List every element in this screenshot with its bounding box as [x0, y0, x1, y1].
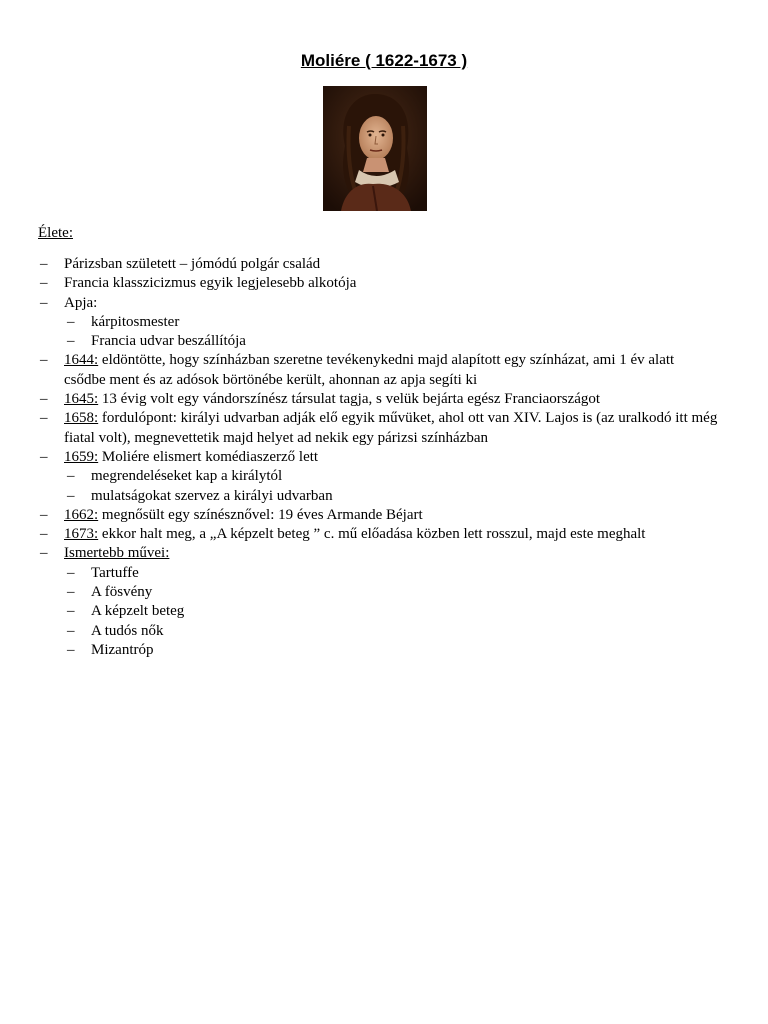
list-item-text: A képzelt beteg	[91, 603, 185, 620]
list-item-text: ekkor halt meg, a „A képzelt beteg ” c. mű előadása közben lett rosszul, majd este meghalt	[98, 526, 646, 543]
portrait-image	[323, 86, 427, 211]
list-item-date: Ismertebb művei:	[64, 545, 170, 562]
dash-bullet: –	[40, 352, 48, 369]
list-item-date: 1658:	[64, 410, 99, 427]
dash-bullet: –	[67, 564, 75, 581]
list-item-text: megrendeléseket kap a királytól	[91, 468, 283, 485]
list-item-text: 13 évig volt egy vándorszínész társulat tagja, s velük bejárta egész Franciaországot	[98, 391, 601, 408]
dash-bullet: –	[40, 506, 48, 523]
list-item	[0, 622, 768, 641]
list-item	[0, 544, 768, 563]
list-item	[0, 390, 768, 409]
list-item	[0, 583, 768, 602]
list-item	[0, 641, 768, 660]
list-item	[0, 409, 768, 448]
dash-bullet: –	[40, 256, 48, 272]
dash-bullet: –	[67, 584, 75, 601]
list-item-text: Apja:	[64, 294, 98, 311]
list-item	[0, 448, 768, 467]
list-item-date: 1645:	[64, 391, 99, 408]
list-item-text: Moliére elismert komédiaszerző lett	[98, 448, 319, 465]
dash-bullet: –	[40, 391, 48, 408]
list-item	[0, 255, 768, 274]
list-item-text: Mizantróp	[91, 641, 154, 658]
dash-bullet: –	[40, 448, 48, 465]
list-item	[0, 332, 768, 351]
dash-bullet: –	[67, 622, 75, 639]
dash-bullet: –	[40, 545, 48, 562]
list-item	[0, 274, 768, 293]
list-item-text: Francia klasszicizmus egyik legjelesebb alkotója	[64, 275, 357, 292]
dash-bullet: –	[67, 468, 75, 485]
list-item-date: 1659:	[64, 448, 99, 465]
dash-bullet: –	[40, 410, 48, 427]
dash-bullet: –	[67, 333, 75, 350]
list-item-text: fordulópont: királyi udvarban adják elő egyik művüket, ahol ott van XIV. Lajos is (az uralkodó itt még fiatal volt), megnevettetik majd helyet ad nekik egy párizsi színházban	[64, 410, 718, 446]
dash-bullet: –	[40, 294, 48, 311]
list-item	[0, 313, 768, 332]
dash-bullet: –	[40, 526, 48, 543]
list-item-text: kárpitosmester	[91, 313, 180, 330]
dash-bullet: –	[67, 487, 75, 504]
page-title: Moliére ( 1622-1673 )	[300, 51, 468, 70]
dash-bullet: –	[40, 275, 48, 292]
list-item	[0, 506, 768, 525]
list-item-text: Tartuffe	[91, 564, 139, 581]
list-item	[0, 602, 768, 621]
list-item	[0, 525, 768, 544]
list-item-text: eldöntötte, hogy színházban szeretne tevékenykedni majd alapított egy színházat, ami 1 év alatt csődbe ment és az adósok börtönébe került, ahonnan az apja segíti ki	[64, 352, 675, 388]
dash-bullet: –	[67, 313, 75, 330]
list-item-text: A tudós nők	[91, 622, 164, 639]
list-item-date: 1662:	[64, 506, 99, 523]
list-item	[0, 467, 768, 486]
list-item	[0, 564, 768, 583]
portrait-drawing	[323, 86, 427, 211]
list-item-date: 1644:	[64, 352, 99, 369]
dash-bullet: –	[67, 603, 75, 620]
list-item-text: A fösvény	[91, 584, 153, 601]
list-item-text: megnősült egy színésznővel: 19 éves Armande Béjart	[98, 506, 423, 523]
section-label-elete: Élete:	[38, 225, 73, 241]
list-item	[0, 294, 768, 313]
biography-list	[0, 255, 768, 660]
list-item	[0, 351, 768, 390]
list-item-text: Párizsban született – jómódú polgár család	[64, 256, 321, 272]
list-item	[0, 487, 768, 506]
list-item-text: mulatságokat szervez a királyi udvarban	[91, 487, 333, 504]
list-item-text: Francia udvar beszállítója	[91, 333, 246, 350]
dash-bullet: –	[67, 641, 75, 658]
list-item-date: 1673:	[64, 526, 99, 543]
